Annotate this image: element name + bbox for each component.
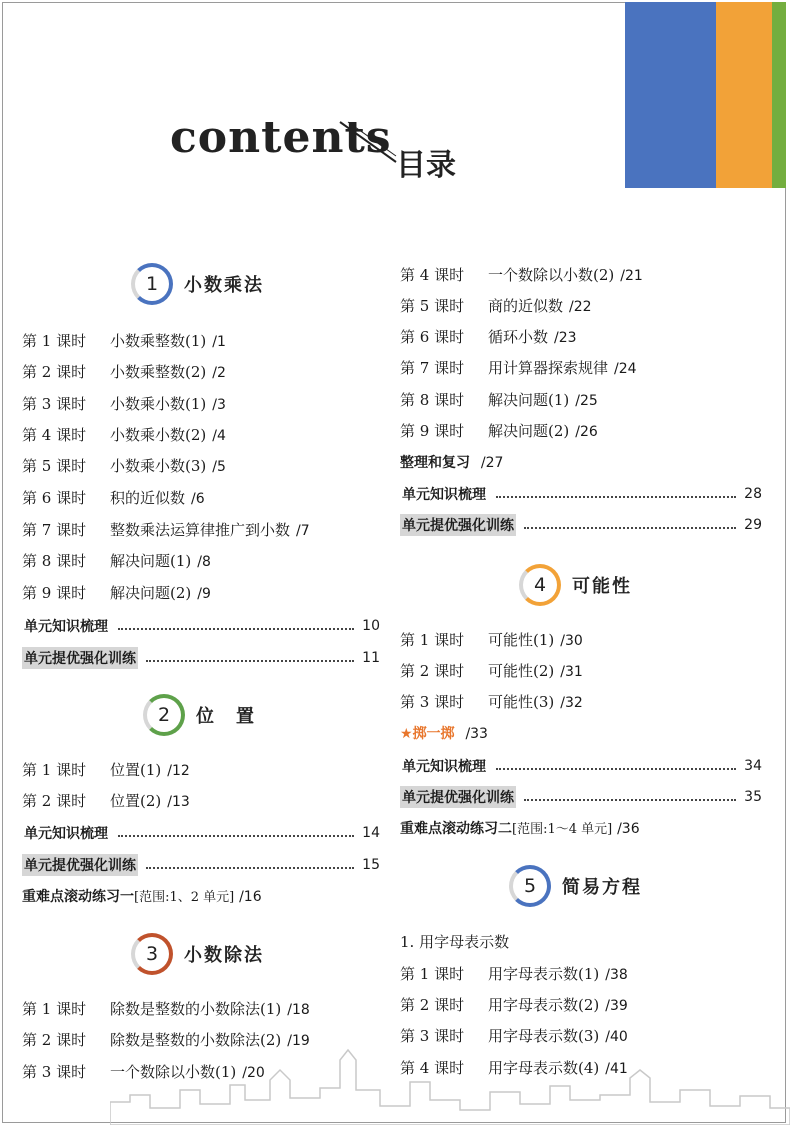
lesson-number: 第 1 课时	[22, 332, 87, 350]
dot-leader	[496, 496, 736, 498]
lesson-title: 积的近似数	[110, 489, 186, 507]
star-icon: ★	[400, 726, 413, 742]
page-number: /36	[617, 821, 640, 837]
lesson-title: 可能性(2)	[488, 662, 555, 680]
toc-row[interactable]	[400, 264, 643, 285]
dot-leader	[146, 867, 354, 869]
page-number: /30	[560, 633, 583, 649]
toc-row[interactable]	[400, 420, 598, 441]
city-skyline-decoration	[110, 1040, 790, 1125]
toc-row[interactable]	[22, 393, 226, 414]
review-label: 单元知识梳理	[402, 759, 486, 775]
lesson-title: 小数乘小数(3)	[110, 457, 207, 475]
toc-row[interactable]	[400, 295, 592, 316]
slash-divider	[338, 118, 398, 166]
toc-row-review[interactable]	[400, 483, 762, 505]
section-heading[interactable]: 1. 用字母表示数	[400, 933, 510, 951]
toc-row-review[interactable]	[22, 615, 380, 637]
training-label: 单元提优强化训练	[22, 647, 138, 669]
rolling-label: 重难点滚动练习二	[400, 821, 512, 837]
toc-row[interactable]	[22, 550, 211, 571]
toc-row-training[interactable]	[22, 647, 380, 669]
toc-row[interactable]	[400, 691, 583, 712]
lesson-title: 用字母表示数(4)	[488, 1059, 600, 1077]
lesson-title: 用字母表示数(2)	[488, 996, 600, 1014]
page-number: /3	[212, 397, 226, 413]
lesson-number: 第 3 课时	[400, 1027, 465, 1045]
rolling-label: 重难点滚动练习一	[22, 889, 134, 905]
lesson-number: 第 3 课时	[22, 1063, 87, 1081]
lesson-number: 第 8 课时	[22, 552, 87, 570]
lesson-number: 第 2 课时	[22, 792, 87, 810]
lesson-number: 第 2 课时	[400, 662, 465, 680]
page-number: /22	[569, 299, 592, 315]
lesson-number: 第 2 课时	[22, 363, 87, 381]
page-number: 11	[362, 650, 380, 666]
lesson-number: 第 2 课时	[400, 996, 465, 1014]
unit-2-header[interactable]	[146, 697, 256, 733]
toc-row-rolling[interactable]	[22, 886, 262, 906]
lesson-title: 解决问题(1)	[110, 552, 192, 570]
unit-number-badge: 3	[134, 936, 170, 972]
mulu-heading: 目录	[396, 148, 456, 183]
unit-3-header[interactable]	[134, 936, 264, 972]
toc-row[interactable]	[22, 582, 211, 603]
lesson-title: 小数乘整数(1)	[110, 332, 207, 350]
review-label: 单元知识梳理	[24, 619, 108, 635]
dot-leader	[524, 527, 736, 529]
toc-row-review[interactable]	[400, 755, 762, 777]
contents-heading: contents	[170, 112, 392, 163]
page-number: /21	[620, 268, 643, 284]
lesson-title: 一个数除以小数(2)	[488, 266, 615, 284]
lesson-number: 第 1 课时	[400, 631, 465, 649]
page-number: /33	[465, 726, 488, 742]
page-number: /40	[605, 1029, 628, 1045]
toc-row[interactable]	[22, 361, 226, 382]
page-number: /39	[605, 998, 628, 1014]
page-number: 35	[744, 789, 762, 805]
page-number: /25	[575, 393, 598, 409]
lesson-number: 第 9 课时	[22, 584, 87, 602]
page-number: 34	[744, 758, 762, 774]
lesson-title: 整数乘法运算律推广到小数	[110, 521, 291, 539]
training-label: 单元提优强化训练	[22, 854, 138, 876]
decor-bar-green	[772, 2, 786, 188]
lesson-number: 第 7 课时	[22, 521, 87, 539]
page-number: /23	[554, 330, 577, 346]
toc-row-summary[interactable]	[400, 452, 503, 472]
toc-row[interactable]	[400, 629, 583, 650]
toc-row[interactable]	[400, 963, 628, 984]
lesson-number: 第 7 课时	[400, 359, 465, 377]
lesson-title: 可能性(3)	[488, 693, 555, 711]
lesson-title: 位置(1)	[110, 761, 162, 779]
page-number: /8	[197, 554, 211, 570]
dot-leader	[146, 660, 354, 662]
page-number: /5	[212, 459, 226, 475]
rolling-range: [范围:1～4 单元]	[512, 822, 613, 837]
toc-row-training[interactable]	[22, 854, 380, 876]
dot-leader	[118, 835, 354, 837]
lesson-title: 小数乘小数(2)	[110, 426, 207, 444]
summary-label: 整理和复习	[400, 455, 470, 471]
page-number: /18	[287, 1002, 310, 1018]
toc-row-activity[interactable]	[400, 723, 488, 743]
toc-row[interactable]	[22, 424, 226, 445]
toc-row[interactable]	[22, 487, 205, 508]
page-number: 10	[362, 618, 380, 634]
page-number: 29	[744, 517, 762, 533]
page-number: /13	[167, 794, 190, 810]
toc-row[interactable]	[22, 455, 226, 476]
toc-row[interactable]	[22, 330, 226, 351]
toc-row-training[interactable]	[400, 786, 762, 808]
unit-4-header[interactable]	[522, 567, 632, 603]
page-number: /24	[614, 361, 637, 377]
lesson-title: 解决问题(2)	[110, 584, 192, 602]
toc-row[interactable]	[400, 357, 637, 378]
page-number: /41	[605, 1061, 628, 1077]
toc-row-rolling[interactable]	[400, 818, 640, 838]
toc-row-review[interactable]	[22, 822, 380, 844]
review-label: 单元知识梳理	[402, 487, 486, 503]
lesson-number: 第 2 课时	[22, 1031, 87, 1049]
lesson-title: 循环小数	[488, 328, 549, 346]
lesson-title: 一个数除以小数(1)	[110, 1063, 237, 1081]
page-number: /19	[287, 1033, 310, 1049]
page-number: /7	[296, 523, 310, 539]
toc-row[interactable]	[400, 326, 577, 347]
unit-number-badge: 1	[134, 266, 170, 302]
lesson-number: 第 1 课时	[400, 965, 465, 983]
lesson-number: 第 6 课时	[400, 328, 465, 346]
page-number: 28	[744, 486, 762, 502]
unit-number-badge: 5	[512, 868, 548, 904]
lesson-title: 用计算器探索规律	[488, 359, 609, 377]
toc-row[interactable]	[22, 790, 190, 811]
toc-row[interactable]	[400, 994, 628, 1015]
lesson-number: 第 1 课时	[22, 761, 87, 779]
lesson-number: 第 5 课时	[22, 457, 87, 475]
page-number: /27	[480, 455, 504, 471]
lesson-title: 小数乘小数(1)	[110, 395, 207, 413]
lesson-title: 用字母表示数(1)	[488, 965, 600, 983]
toc-row[interactable]	[22, 519, 310, 540]
lesson-number: 第 4 课时	[400, 1059, 465, 1077]
lesson-title: 商的近似数	[488, 297, 564, 315]
lesson-number: 第 8 课时	[400, 391, 465, 409]
dot-leader	[118, 628, 354, 630]
lesson-title: 位置(2)	[110, 792, 162, 810]
training-label: 单元提优强化训练	[400, 786, 516, 808]
toc-row[interactable]	[22, 759, 190, 780]
unit-5-header[interactable]	[512, 868, 642, 904]
lesson-title: 解决问题(2)	[488, 422, 570, 440]
lesson-number: 第 6 课时	[22, 489, 87, 507]
toc-row[interactable]	[400, 660, 583, 681]
unit-title: 小数除法	[184, 945, 264, 966]
page-number: /12	[167, 763, 190, 779]
training-label: 单元提优强化训练	[400, 514, 516, 536]
page-number: /2	[212, 365, 226, 381]
page-number: /9	[197, 586, 211, 602]
rolling-range: [范围:1、2 单元]	[134, 890, 235, 905]
lesson-number: 第 1 课时	[22, 1000, 87, 1018]
lesson-title: 用字母表示数(3)	[488, 1027, 600, 1045]
page-number: /16	[239, 889, 262, 905]
unit-title: 可能性	[572, 576, 632, 597]
toc-row[interactable]	[22, 998, 310, 1019]
page-number: /38	[605, 967, 628, 983]
dot-leader	[496, 768, 736, 770]
lesson-number: 第 9 课时	[400, 422, 465, 440]
lesson-number: 第 4 课时	[400, 266, 465, 284]
unit-title: 小数乘法	[184, 275, 264, 296]
toc-row[interactable]	[400, 389, 598, 410]
page-number: /4	[212, 428, 226, 444]
unit-number-badge: 4	[522, 567, 558, 603]
unit-title: 位 置	[196, 706, 256, 727]
unit-title: 简易方程	[562, 877, 642, 898]
lesson-title: 解决问题(1)	[488, 391, 570, 409]
lesson-title: 除数是整数的小数除法(1)	[110, 1000, 282, 1018]
lesson-number: 第 3 课时	[22, 395, 87, 413]
lesson-title: 除数是整数的小数除法(2)	[110, 1031, 282, 1049]
lesson-number: 第 5 课时	[400, 297, 465, 315]
decor-bar-blue	[625, 2, 716, 188]
lesson-title: 可能性(1)	[488, 631, 555, 649]
unit-1-header[interactable]	[134, 266, 264, 302]
dot-leader	[524, 799, 736, 801]
page-number: 14	[362, 825, 380, 841]
activity-label: 掷一掷	[412, 726, 455, 742]
lesson-number: 第 4 课时	[22, 426, 87, 444]
lesson-number: 第 3 课时	[400, 693, 465, 711]
lesson-title: 小数乘整数(2)	[110, 363, 207, 381]
decor-bar-orange	[716, 2, 772, 188]
page-number: /20	[242, 1065, 265, 1081]
page-number: /32	[560, 695, 583, 711]
toc-row-training[interactable]	[400, 514, 762, 536]
page-number: /1	[212, 334, 226, 350]
page-number: /26	[575, 424, 598, 440]
unit-number-badge: 2	[146, 697, 182, 733]
page-number: 15	[362, 857, 380, 873]
page-number: /6	[191, 491, 205, 507]
review-label: 单元知识梳理	[24, 826, 108, 842]
page-number: /31	[560, 664, 583, 680]
